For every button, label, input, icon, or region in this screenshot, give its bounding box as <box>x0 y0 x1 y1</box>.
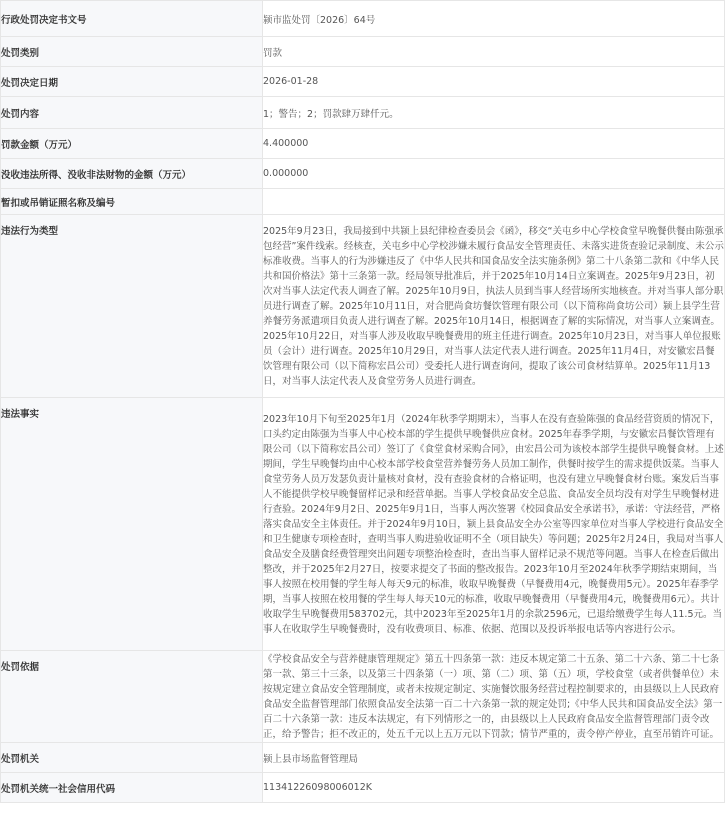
table-row <box>1 37 725 67</box>
row-label: 没收违法所得、没收非法财物的金额（万元） <box>1 159 263 189</box>
row-label: 罚款金额（万元） <box>1 129 263 159</box>
row-value: 罚款 <box>263 37 725 67</box>
row-label: 处罚机关统一社会信用代码 <box>1 773 263 803</box>
row-label: 违法行为类型 <box>1 215 263 398</box>
table-row <box>1 1 725 37</box>
table-row <box>1 773 725 803</box>
table-row <box>1 97 725 129</box>
row-value: 2025年9月23日，我局接到中共颍上县纪律检查委员会《函》，移交“关屯乡中心学校食堂早晚餐供餐由陈强承包经营”案件线索。经核查，关屯乡中心学校涉嫌未履行食品安全管理责任、未落实进货查验记录制度、未公示标准收费。当事人的行为涉嫌违反了《中华人民共和国食品安全法实施条例》第二十八条第二款和《中华人民共和国价格法》第十三条第一款。经局领导批准后，并于2025年10月14日立案调查。2025年9月23日，初次对当事人法定代表人调查了解。2025年10月9日，执法人员到当事人经营场所实地核查。并对当事人部分职员进行调查了解。2025年10月11日，对合肥尚食坊餐饮管理有限公司（以下简称尚食坊公司）颍上县学生营养餐劳务派遣项目负责人进行调查了解。2025年10月14日，根据调查了解的实际情况，对当事人立案调查。2025年10月22日，对当事人涉及收取早晚餐费用的班主任进行调查。2025年10月23日，对当事人单位报账员（会计）进行调查。2025年10月29日，对当事人法定代表人进行调查。2025年11月4日，对安徽宏昌餐饮管理有限公司（以下简称宏昌公司）受委托人进行调查询问，提取了该公司食材结算单。2025年11月13日，对当事人法定代表人及食堂劳务人员进行调查。 <box>263 215 725 398</box>
table-row <box>1 215 725 398</box>
row-value: 颍市监处罚〔2026〕64号 <box>263 1 725 37</box>
row-label: 暂扣或吊销证照名称及编号 <box>1 189 263 215</box>
table-row <box>1 398 725 651</box>
row-value <box>263 189 725 215</box>
row-label: 处罚依据 <box>1 651 263 743</box>
table-row <box>1 67 725 97</box>
row-label: 处罚内容 <box>1 97 263 129</box>
table-row <box>1 129 725 159</box>
row-value: 11341226098006012K <box>263 773 725 803</box>
row-label: 处罚决定日期 <box>1 67 263 97</box>
row-value: 2023年10月下旬至2025年1月（2024年秋季学期期末），当事人在没有查验陈强的食品经营资质的情况下，口头约定由陈强为当事人中心校本部的学生提供早晚餐供应食材。2025年春季学期，与安徽宏昌餐饮管理有限公司（以下简称宏昌公司）签订了《食堂食材采购合同》，由宏昌公司为该校本部学生提供早晚餐食材。上述期间，学生早晚餐均由中心校本部学校食堂营养餐劳务人员加工制作，供餐时按学生的需求提供饭菜。当事人食堂劳务人员万发瑟负责计量核对食材，没有查验食材的合格证明，也没有建立早晚餐食材台账。案发后当事人不能提供学校早晚餐留样记录和经营单据。当事人学校食品安全总监、食品安全员均没有对学生早晚餐材进行查验。2024年9月2日、2025年9月1日，当事人两次签署《校园食品安全承诺书》，承诺：守法经营，严格落实食品安全主体责任。并于2024年9月10日，颍上县食品安全办公室等四家单位对当事人学校进行食品安全和卫生健康专项检查时，查明当事人购进验收证明不全（项目缺失）等问题；2025年2月24日，我局对当事人食品安全及膳食经费管理突出问题专项整治检查时，查出当事人留样记录不规范等问题。当事人在检查后做出整改，并于2025年2月27日，按要求提交了书面的整改报告。2023年10月至2024年秋季学期结束期间，当事人按照在校用餐的学生每人每天9元的标准，收取早晚餐费（早餐费用4元，晚餐费用5元）。2025年春季学期，当事人按照在校用餐的学生每人每天10元的标准，收取早晚餐费用（早餐费用4元，晚餐费用6元）。共计收取学生早晚餐费用583702元，其中2023年至2025年1月的余款2596元，已退给缴费学生每人11.5元。当事人在收取学生早晚餐费时，没有收费项目、标准、依据、范围以及投诉举报电话等内容进行公示。 <box>263 398 725 651</box>
row-value: 颍上县市场监督管理局 <box>263 743 725 773</box>
row-label: 处罚机关 <box>1 743 263 773</box>
row-value: 0.000000 <box>263 159 725 189</box>
row-value: 1；警告；2；罚款肆万肆仟元。 <box>263 97 725 129</box>
row-value: 《学校食品安全与营养健康管理规定》第五十四条第一款：违反本规定第二十五条、第二十六条、第二十七条第一款、第三十三条，以及第三十四条第（一）项、第（二）项、第（五）项，学校食堂（或者供餐单位）未按规定建立食品安全管理制度，或者未按规定制定、实施餐饮服务经营过程控制要求的，由县级以上人民政府食品安全监督管理部门依照食品安全法第一百二十六条第一款的规定处罚;《中华人民共和国食品安全法》第一百二十六条第一款：违反本法规定，有下列情形之一的，由县级以上人民政府食品安全监督管理部门责令改正，给予警告；拒不改正的，处五千元以上五万元以下罚款；情节严重的，责令停产停业，直至吊销许可证。 <box>263 651 725 743</box>
row-label: 处罚类别 <box>1 37 263 67</box>
row-label: 行政处罚决定书文号 <box>1 1 263 37</box>
row-value: 4.400000 <box>263 129 725 159</box>
table-row <box>1 651 725 743</box>
table-row <box>1 189 725 215</box>
row-label: 违法事实 <box>1 398 263 651</box>
table-row <box>1 743 725 773</box>
row-value: 2026-01-28 <box>263 67 725 97</box>
table-row <box>1 159 725 189</box>
